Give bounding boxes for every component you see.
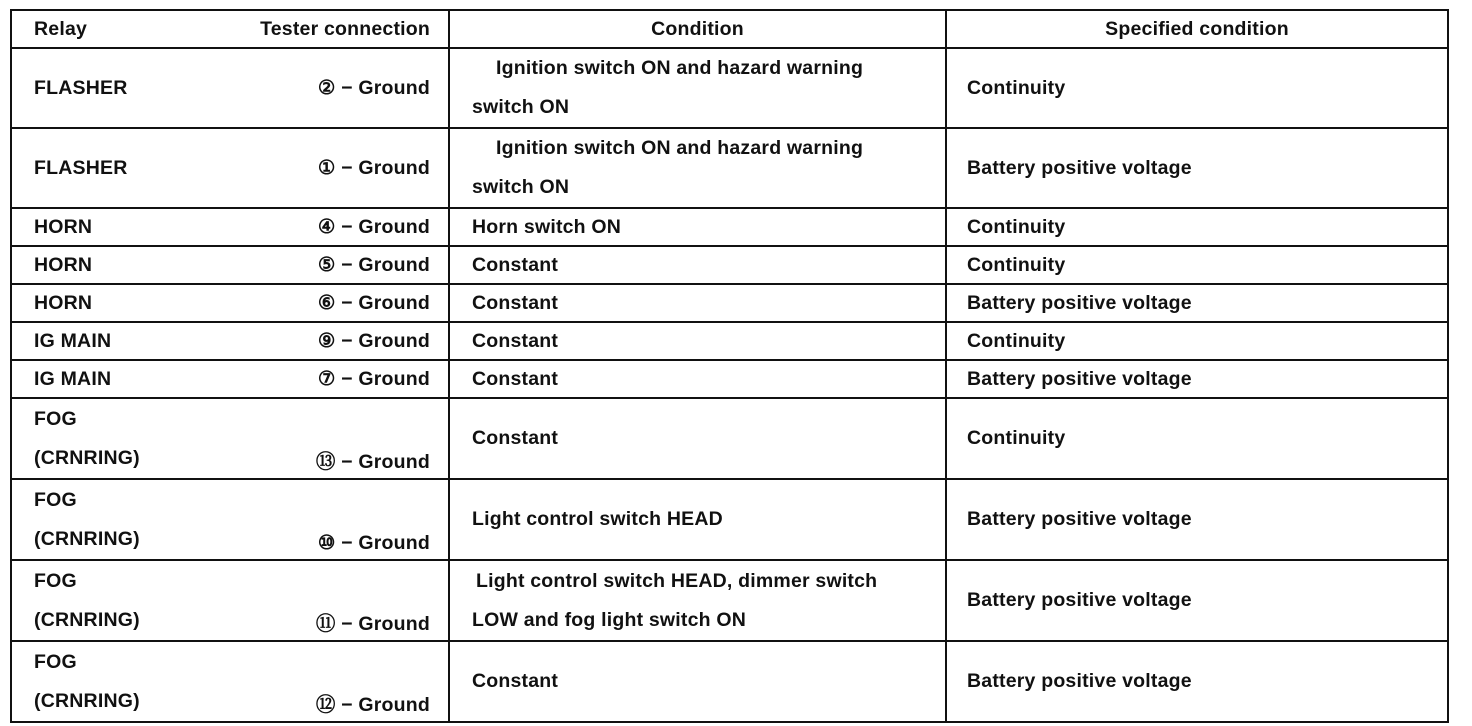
table-row <box>11 641 1448 722</box>
relay-cell: HORN <box>11 246 221 284</box>
condition-line-2: LOW and fog light switch ON <box>472 608 747 631</box>
tester-connection-cell: ⑪ − Ground <box>221 560 449 641</box>
relay-cell <box>11 398 221 479</box>
condition-cell: Constant <box>449 246 946 284</box>
condition-cell <box>449 48 946 128</box>
table-header-row <box>11 10 1448 48</box>
condition-line-2: switch ON <box>472 96 570 118</box>
column-header-relay: Relay <box>11 10 221 48</box>
specified-condition-cell: Battery positive voltage <box>946 479 1448 560</box>
tester-connection-cell: ⑬ − Ground <box>221 398 449 479</box>
relay-name: FOG <box>34 407 77 430</box>
relay-cell <box>11 560 221 641</box>
tester-connection-cell: ⑩ − Ground <box>221 479 449 560</box>
condition-cell: Constant <box>449 360 946 398</box>
table-row <box>11 128 1448 208</box>
table-row <box>11 246 1448 284</box>
relay-cell <box>11 479 221 560</box>
table-row <box>11 322 1448 360</box>
tester-connection-cell: ② − Ground <box>221 48 449 128</box>
specified-condition-cell: Continuity <box>946 208 1448 246</box>
condition-cell: Constant <box>449 322 946 360</box>
condition-cell <box>449 560 946 641</box>
specified-condition-cell: Battery positive voltage <box>946 128 1448 208</box>
specified-condition-cell: Continuity <box>946 398 1448 479</box>
relay-cell: IG MAIN <box>11 322 221 360</box>
condition-cell <box>449 128 946 208</box>
relay-cell: HORN <box>11 284 221 322</box>
column-header-condition: Condition <box>449 10 946 48</box>
tester-connection-cell: ① − Ground <box>221 128 449 208</box>
specified-condition-cell: Continuity <box>946 48 1448 128</box>
table-row <box>11 284 1448 322</box>
relay-name: FLASHER <box>34 156 128 179</box>
condition-cell: Horn switch ON <box>449 208 946 246</box>
tester-connection-cell: ⑨ − Ground <box>221 322 449 360</box>
relay-name: FOG <box>34 488 77 511</box>
relay-name: FOG <box>34 650 77 673</box>
relay-inspection-table <box>10 9 1449 723</box>
specified-condition-cell: Battery positive voltage <box>946 360 1448 398</box>
tester-connection-cell: ⑥ − Ground <box>221 284 449 322</box>
table-row <box>11 360 1448 398</box>
condition-cell: Constant <box>449 398 946 479</box>
relay-subname: (CRNRING) <box>34 608 140 631</box>
condition-line-1: Ignition switch ON and hazard warning <box>496 57 864 79</box>
condition-cell: Constant <box>449 284 946 322</box>
condition-line-1: Light control switch HEAD, dimmer switch <box>476 569 878 592</box>
specified-condition-cell: Continuity <box>946 246 1448 284</box>
relay-subname: (CRNRING) <box>34 446 140 469</box>
table-row <box>11 48 1448 128</box>
relay-subname: (CRNRING) <box>34 527 140 550</box>
relay-subname: (CRNRING) <box>34 689 140 712</box>
column-header-specified-condition: Specified condition <box>946 10 1448 48</box>
relay-cell <box>11 48 221 128</box>
relay-cell: IG MAIN <box>11 360 221 398</box>
specified-condition-cell: Continuity <box>946 322 1448 360</box>
relay-cell: HORN <box>11 208 221 246</box>
condition-cell: Light control switch HEAD <box>449 479 946 560</box>
tester-connection-cell: ④ − Ground <box>221 208 449 246</box>
tester-connection-cell: ⑦ − Ground <box>221 360 449 398</box>
specified-condition-cell: Battery positive voltage <box>946 560 1448 641</box>
relay-cell <box>11 641 221 722</box>
column-header-tester-connection: Tester connection <box>221 10 449 48</box>
relay-inspection-table-page <box>10 9 1447 715</box>
table-row <box>11 398 1448 479</box>
table-row <box>11 208 1448 246</box>
condition-cell: Constant <box>449 641 946 722</box>
table-row <box>11 560 1448 641</box>
relay-name: FLASHER <box>34 76 128 99</box>
condition-line-1: Ignition switch ON and hazard warning <box>496 137 864 159</box>
tester-connection-cell: ⑤ − Ground <box>221 246 449 284</box>
table-row <box>11 479 1448 560</box>
relay-cell <box>11 128 221 208</box>
condition-line-2: switch ON <box>472 176 570 198</box>
specified-condition-cell: Battery positive voltage <box>946 641 1448 722</box>
relay-name: FOG <box>34 569 77 592</box>
tester-connection-cell: ⑫ − Ground <box>221 641 449 722</box>
specified-condition-cell: Battery positive voltage <box>946 284 1448 322</box>
